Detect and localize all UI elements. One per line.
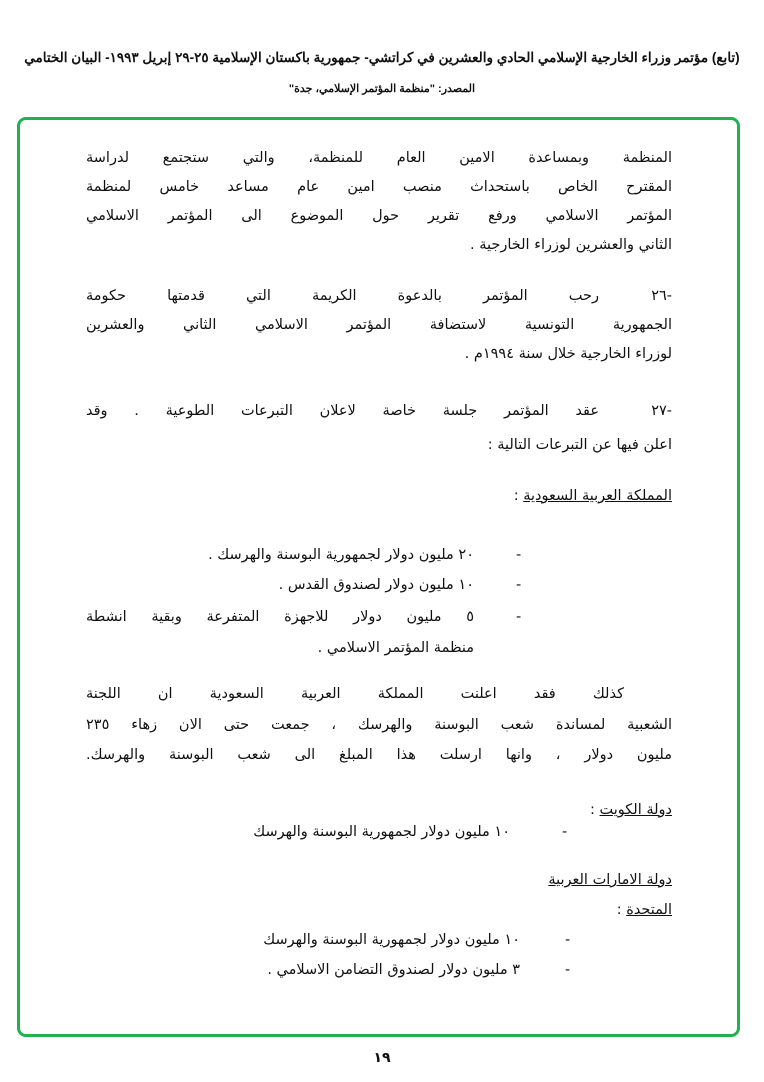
bullet-dash: - xyxy=(565,932,571,948)
item-number-26: -٢٦ xyxy=(651,288,672,304)
page-number: ١٩ xyxy=(373,1050,391,1066)
heading-colon: : xyxy=(513,488,519,504)
heading-text: المتحدة xyxy=(626,902,672,918)
paragraph-line: رحب المؤتمر بالدعوة الكريمة التي قدمتها حكومة xyxy=(86,288,599,304)
heading-colon: : xyxy=(590,802,595,818)
paragraph-line: المقترح الخاص باستحداث منصب امين عام مساعد خامس لمنظمة xyxy=(86,179,672,195)
paragraph-line: اعلن فيها عن التبرعات التالية : xyxy=(487,437,672,453)
item-number-27: -٢٧ xyxy=(651,403,672,419)
list-item: ١٠ مليون دولار لصندوق القدس . xyxy=(278,577,474,593)
paragraph-line: كذلك فقد اعلنت المملكة العربية السعودية ان اللجنة xyxy=(86,686,624,702)
heading-text: دولة الكويت xyxy=(599,802,672,818)
list-item: ١٠ مليون دولار لجمهورية البوسنة والهرسك xyxy=(253,824,510,840)
list-item: ١٠ مليون دولار لجمهورية البوسنة والهرسك xyxy=(263,932,520,948)
section-heading-uae-cont xyxy=(617,900,672,920)
heading-colon: : xyxy=(616,902,622,918)
list-item: ٢٠ مليون دولار لجمهورية البوسنة والهرسك . xyxy=(208,547,474,563)
bullet-dash: - xyxy=(562,824,568,840)
paragraph-line: الثاني والعشرين لوزراء الخارجية . xyxy=(470,237,672,253)
bullet-dash: - xyxy=(565,962,571,978)
paragraph-line: مليون دولار ، وانها ارسلت هذا المبلغ الى شعب البوسنة والهرسك. xyxy=(86,747,672,763)
bullet-dash: - xyxy=(516,609,522,625)
list-item: ٣ مليون دولار لصندوق التضامن الاسلامي . xyxy=(267,962,520,978)
section-heading-kuwait xyxy=(590,800,672,820)
paragraph-line: المنظمة وبمساعدة الامين العام للمنظمة، والتي ستجتمع لدراسة xyxy=(86,150,672,166)
list-item-continuation: منظمة المؤتمر الاسلامي . xyxy=(317,640,474,656)
paragraph-line: المؤتمر الاسلامي ورفع تقرير حول الموضوع الى المؤتمر الاسلامي xyxy=(86,208,672,224)
document-title: (تابع) مؤتمر وزراء الخارجية الإسلامي الحادي والعشرين في كراتشي- جمهورية باكستان الإسلامية ٢٥-٢٩ إبريل ١٩٩٣- البيان الختامي xyxy=(24,50,740,65)
paragraph-line: الجمهورية التونسية لاستضافة المؤتمر الاسلامي الثاني والعشرين xyxy=(86,317,672,333)
paragraph-line: لوزراء الخارجية خلال سنة ١٩٩٤م . xyxy=(464,346,672,362)
bullet-dash: - xyxy=(516,547,522,563)
heading-text: دولة الامارات العربية xyxy=(548,872,672,888)
list-item: ٥ مليون دولار للاجهزة المتفرعة وبقية انشطة xyxy=(86,609,474,625)
section-heading-saudi xyxy=(514,486,672,506)
document-source: المصدر: "منظمة المؤتمر الإسلامي، جدة" xyxy=(288,83,476,95)
heading-text: المملكة العربية السعودية xyxy=(523,488,672,504)
paragraph-line: عقد المؤتمر جلسة خاصة لاعلان التبرعات الطوعية . وقد xyxy=(86,403,599,419)
paragraph-line: الشعبية لمساندة شعب البوسنة والهرسك ، جمعت حتى الان زهاء ٢٣٥ xyxy=(86,717,672,733)
bullet-dash: - xyxy=(516,577,522,593)
section-heading-uae xyxy=(548,870,672,890)
